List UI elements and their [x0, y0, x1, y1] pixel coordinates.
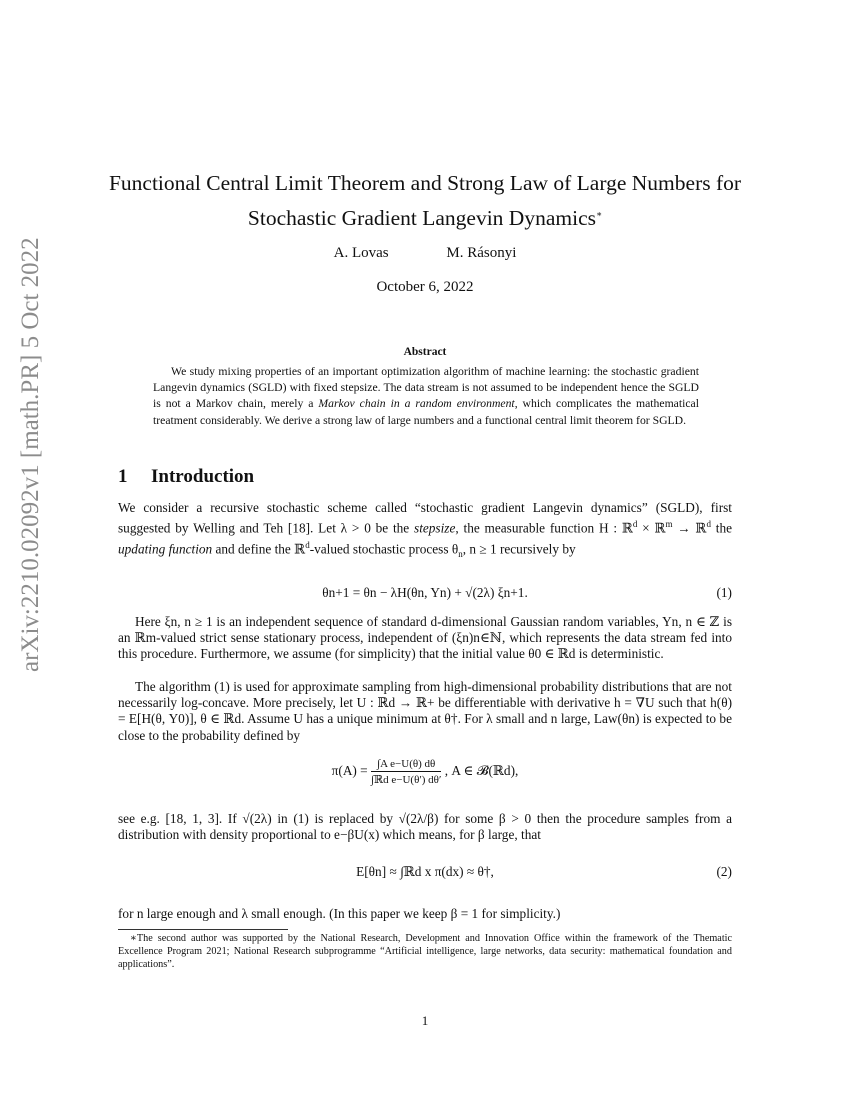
text-run: m	[665, 519, 673, 530]
abstract-emphasis: Markov chain in a random environment	[318, 397, 515, 411]
text-run: and define the ℝ	[212, 541, 306, 557]
arxiv-identifier-stamp[interactable]: arXiv:2210.02092v1 [math.PR] 5 Oct 2022	[17, 237, 44, 672]
equation-2-tag: (2)	[716, 864, 732, 879]
equation-2-body: E[θn] ≈ ∫ℝd x π(dx) ≈ θ†,	[356, 864, 494, 879]
author-name: M. Rásonyi	[446, 245, 517, 261]
page-number: 1	[421, 1013, 429, 1028]
paragraph-3: The algorithm (1) is used for approximate sampling from high-dimensional probability distributions that are not necessarily log-concave. More precisely, let U : ℝd → ℝ+ be differentiable with derivative h = ∇U such that h(θ) = E[H(θ, Y0)], θ ∈ ℝd. Assume U has a unique minimum at θ†. For λ small and n large, Law(θn) is expected to be close to the probability defined by	[118, 679, 732, 743]
equation-1-tag: (1)	[716, 585, 732, 600]
title-footnote-mark: ∗	[595, 209, 603, 219]
text-run: , the measurable function H : ℝ	[455, 520, 633, 536]
paper-title	[100, 168, 750, 234]
abstract-text	[153, 364, 699, 429]
paragraph-4: see e.g. [18, 1, 3]. If √(2λ) in (1) is replaced by √(2λ/β) for some β > 0 then the procedure samples from a distribution with density proportional to e−βU(x) which means, for β large, that	[118, 811, 732, 843]
paragraph-intro	[118, 500, 732, 562]
abstract-heading: Abstract	[403, 346, 447, 358]
author-name: A. Lovas	[333, 245, 389, 261]
section-title: Introduction	[151, 466, 255, 487]
publication-date: October 6, 2022	[376, 279, 474, 295]
section-number: 1	[118, 466, 128, 487]
text-run: d	[305, 539, 310, 550]
abstract-part-1: We study mixing properties of an important optimization algorithm of machine learning: the stochastic gradient Langevin dynamics (SGLD) with fixed stepsize. The data stream is not assumed to be independent hence the SGLD is not a Markov chain, merely a	[153, 365, 699, 411]
paragraph-2: Here ξn, n ≥ 1 is an independent sequence of standard d-dimensional Gaussian random variables, Yn, n ∈ ℤ is an ℝm-valued strict sense stationary process, independent of (ξn)n∈ℕ, which represents the data stream fed into this procedure. Furthermore, we assume (for simplicity) that the initial value θ0 ∈ ℝd is deterministic.	[118, 614, 732, 662]
fraction	[371, 758, 441, 786]
equation-pi-lhs: π(A) =	[331, 763, 368, 779]
fraction-denominator: ∫ℝd e−U(θ′) dθ′	[371, 774, 442, 786]
footnote: ∗The second author was supported by the National Research, Development and Innovation Office within the framework of the Thematic Excellence Program 2021; National Research subprogramme “Artificial intelligence, large networks, data security: mathematical foundation and applications”.	[118, 933, 732, 971]
text-run: stepsize	[414, 520, 456, 536]
footnote-divider	[118, 929, 288, 930]
text-run: updating function	[118, 541, 213, 557]
paragraph-5: for n large enough and λ small enough. (In this paper we keep β = 1 for simplicity.)	[118, 906, 561, 921]
equation-pi	[118, 758, 732, 794]
equation-pi-rhs: , A ∈ 𝓑(ℝd),	[444, 763, 519, 779]
fraction-numerator: ∫A e−U(θ) dθ	[371, 758, 441, 772]
text-run: d	[706, 519, 711, 530]
equation-pi-body	[118, 758, 732, 786]
paper-title-text: Functional Central Limit Theorem and Strong Law of Large Numbers for Stochastic Gradient Langevin Dynamics	[108, 171, 742, 231]
text-run: , n ≥ 1 recursively by	[462, 541, 576, 557]
abstract-part-2: , which complicates the mathematical treatment considerably. We derive a strong law of large numbers and a functional central limit theorem for SGLD.	[153, 397, 699, 427]
text-run: We consider a recursive stochastic scheme called “stochastic gradient Langevin dynamics” (SGLD), first suggested by Welling and Teh [18]. Let λ > 0 be the	[118, 500, 732, 536]
text-run: d	[632, 519, 638, 530]
text-run: the	[710, 520, 733, 536]
equation-1-body: θn+1 = θn − λH(θn, Yn) + √(2λ) ξn+1.	[322, 585, 528, 600]
text-run: → ℝ	[672, 520, 707, 536]
author-list	[0, 245, 850, 262]
text-run: n	[458, 548, 463, 559]
section-heading	[118, 466, 254, 488]
text-run: × ℝ	[637, 520, 666, 536]
text-run: -valued stochastic process θ	[309, 541, 459, 557]
